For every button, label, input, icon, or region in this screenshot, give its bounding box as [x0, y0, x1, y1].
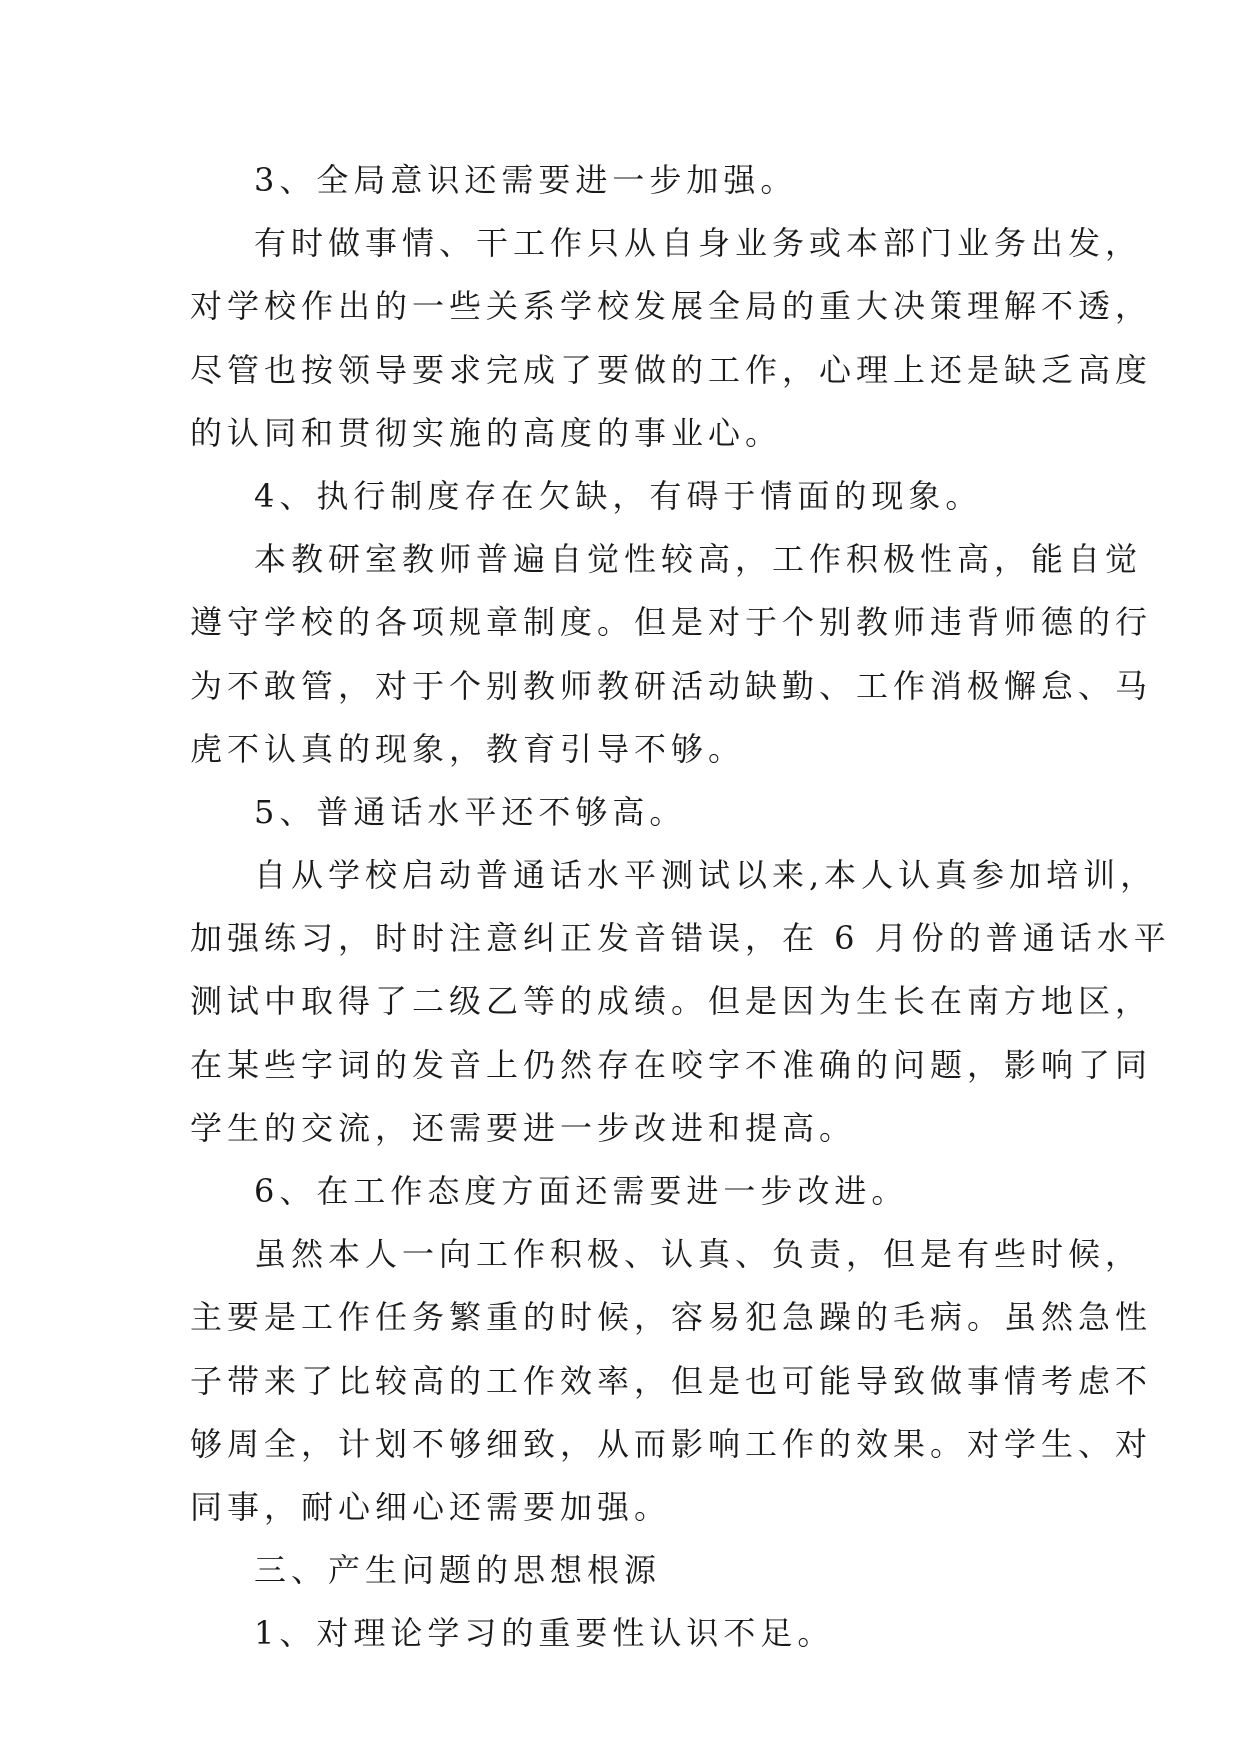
- paragraph-line: 为不敢管，对于个别教师教研活动缺勤、工作消极懈怠、马: [190, 666, 1153, 705]
- paragraph-line: 虽然本人一向工作积极、认真、负责，但是有些时候，: [254, 1235, 1143, 1274]
- paragraph-line: 对学校作出的一些关系学校发展全局的重大决策理解不透，: [190, 287, 1153, 326]
- paragraph-line: 本教研室教师普遍自觉性较高，工作积极性高，能自觉: [254, 540, 1143, 579]
- paragraph-line: 虎不认真的现象，教育引导不够。: [190, 729, 746, 768]
- chapter-heading: 三、产生问题的思想根源: [254, 1551, 662, 1590]
- paragraph-line: 遵守学校的各项规章制度。但是对于个别教师违背师德的行: [190, 603, 1153, 642]
- section-heading-5: 5、普通话水平还不够高。: [254, 792, 687, 831]
- paragraph-line: 主要是工作任务繁重的时候，容易犯急躁的毛病。虽然急性: [190, 1298, 1153, 1337]
- paragraph-line: 的认同和贯彻实施的高度的事业心。: [190, 413, 783, 452]
- section-heading-4: 4、执行制度存在欠缺，有碍于情面的现象。: [254, 476, 983, 515]
- section-heading-6: 6、在工作态度方面还需要进一步改进。: [254, 1172, 909, 1210]
- document-body: [190, 160, 1171, 1677]
- paragraph-line: 有时做事情、干工作只从自身业务或本部门业务出发，: [254, 224, 1143, 263]
- paragraph-line: 测试中取得了二级乙等的成绩。但是因为生长在南方地区，: [190, 982, 1153, 1021]
- paragraph-line: 在某些字词的发音上仍然存在咬字不准确的问题，影响了同: [190, 1045, 1153, 1084]
- section-heading-3: 3、全局意识还需要进一步加强。: [254, 161, 798, 199]
- paragraph-line: 够周全，计划不够细致，从而影响工作的效果。对学生、对: [190, 1424, 1153, 1463]
- paragraph-line: 加强练习，时时注意纠正发音错误，在 6 月份的普通话水平: [190, 919, 1171, 958]
- paragraph-line: 自从学校启动普通话水平测试以来,本人认真参加培训，: [254, 856, 1158, 895]
- paragraph-line: 子带来了比较高的工作效率，但是也可能导致做事情考虑不: [190, 1361, 1153, 1400]
- paragraph-line: 学生的交流，还需要进一步改进和提高。: [190, 1108, 857, 1147]
- paragraph-line: 尽管也按领导要求完成了要做的工作，心理上还是缺乏高度: [190, 350, 1153, 389]
- paragraph-line: 同事，耐心细心还需要加强。: [190, 1487, 672, 1526]
- section-heading-1: 1、对理论学习的重要性认识不足。: [254, 1614, 835, 1653]
